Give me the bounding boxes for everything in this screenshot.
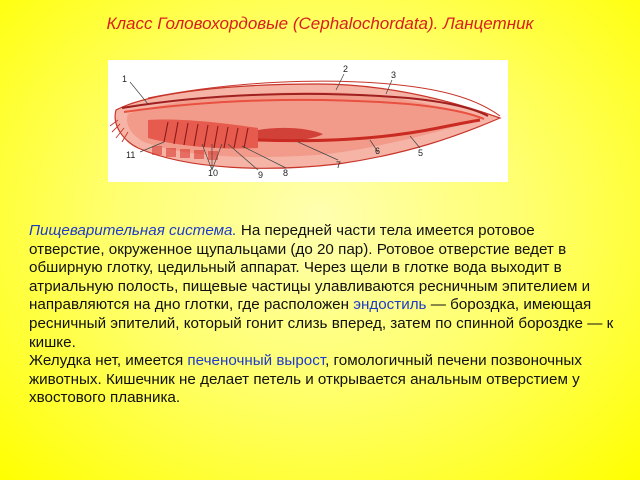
section-heading: Пищеварительная система. [29,222,237,239]
label-11: 11 [126,150,136,160]
label-2: 2 [343,64,349,74]
paragraph-text: — бороздка, имеющая ресничный эпителий, который гонит слизь вперед, затем по спинной бороздке — к кишке. [29,296,614,351]
lancelet-figure [108,60,508,182]
body-text [29,222,614,408]
paragraph-text: , гомологичный печени позвоночных животных. Кишечник не делает петель и открывается анальным отверстием у хвостового плавника. [29,352,582,407]
paragraph-digestive-system [29,222,614,352]
label-9: 9 [258,170,264,180]
label-7: 7 [336,160,342,170]
label-10: 10 [208,168,219,178]
paragraph-liver [29,352,614,408]
paragraph-text: Желудка нет, имеется [29,352,188,370]
label-8: 8 [283,168,289,178]
slide-title: Класс Головохордовые (Cephalochordata). Ланцетник [106,14,534,33]
term-endostyle: эндостиль [353,296,427,314]
term-liver-outgrowth: печеночный вырост [187,352,326,370]
label-5: 5 [418,148,424,158]
lancelet-diagram [108,60,508,182]
paragraph-text: На передней части тела имеется ротовое отверстие, окруженное щупальцами (до 20 пар). Ротовое отверстие ведет в обширную глотку, цедильный аппарат. Через щели в глотке вода выходит в атриальную полость, пищевые частицы улавливаются ресничным эпителием и направляются на дно глотки, где расположен [29,222,591,314]
label-1: 1 [122,74,128,84]
label-3: 3 [391,70,397,80]
label-6: 6 [375,146,381,156]
